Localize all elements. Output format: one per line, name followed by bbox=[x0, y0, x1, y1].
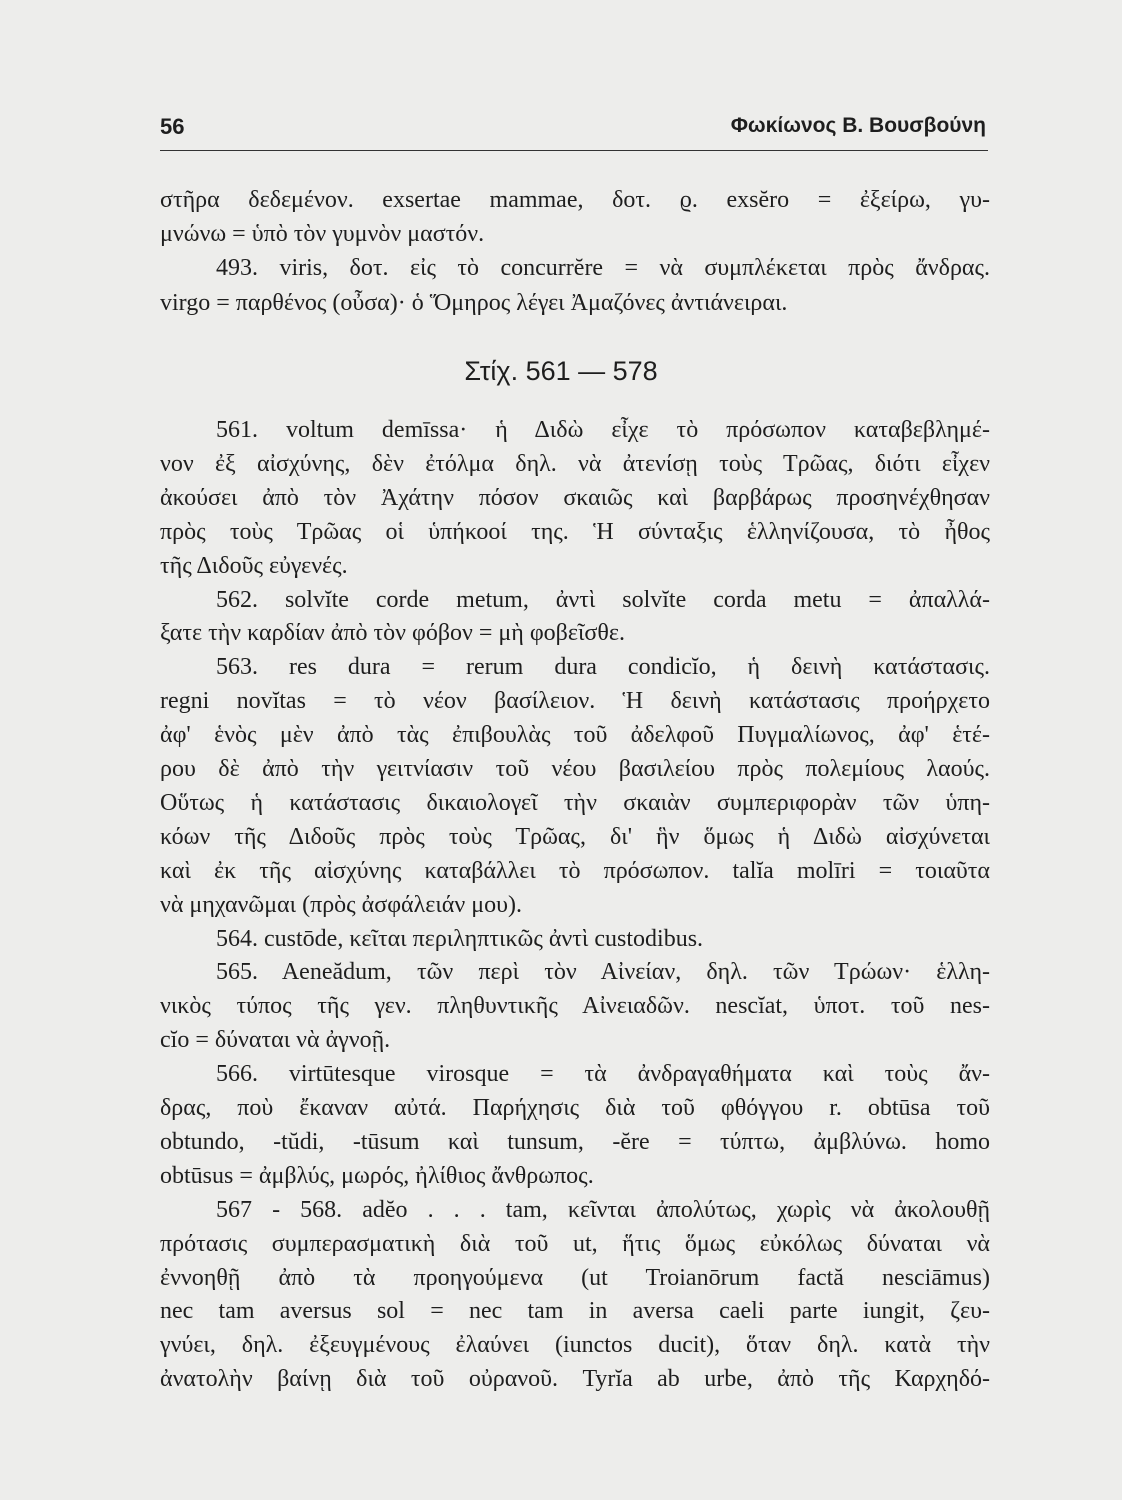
text-line: 564. custōde, κεῖται περιληπτικῶς ἀντὶ custodibus. bbox=[216, 925, 704, 952]
text-line: 563. res dura = rerum dura condicĭo, ἡ δεινὴ κατάστασις. bbox=[216, 654, 990, 681]
text-line: νὰ μηχανῶμαι (πρὸς ἀσφάλειάν μου). bbox=[160, 891, 522, 918]
text-line: 566. virtūtesque virosque = τὰ ἀνδραγαθήματα καὶ τοὺς ἄν- bbox=[216, 1061, 990, 1088]
text-line: 565. Aeneădum, τῶν περὶ τὸν Αἰνείαν, δηλ. τῶν Τρώων· ἑλλη- bbox=[216, 959, 990, 986]
text-line: νικὸς τύπος τῆς γεν. πληθυντικῆς Αἰνειαδῶν. nescĭat, ὑποτ. τοῦ nes- bbox=[160, 993, 990, 1020]
text-line: ξατε τὴν καρδίαν ἀπὸ τὸν φόβον = μὴ φοβεῖσθε. bbox=[160, 620, 625, 647]
text-line: 562. solvĭte corde metum, ἀντὶ solvĭte corda metu = ἀπαλλά- bbox=[216, 586, 990, 613]
text-line: πρὸς τοὺς Τρῶας οἱ ὑπήκοοί της. Ἡ σύνταξις ἑλληνίζουσα, τὸ ἦθος bbox=[160, 518, 990, 545]
text-line: καὶ ἐκ τῆς αἰσχύνης καταβάλλει τὸ πρόσωπον. talĭa molīri = τοιαῦτα bbox=[160, 857, 990, 884]
text-line: νον ἐξ αἰσχύνης, δὲν ἐτόλμα δηλ. νὰ ἀτενίσῃ τοὺς Τρῶας, διότι εἶχεν bbox=[160, 450, 990, 477]
text-line: 493. viris, δοτ. εἰς τὸ concurrĕre = νὰ συμπλέκεται πρὸς ἄνδρας. bbox=[216, 255, 990, 282]
text-line: Οὕτως ἡ κατάστασις δικαιολογεῖ τὴν σκαιὰν συμπεριφορὰν τῶν ὑπη- bbox=[160, 789, 990, 816]
text-line: 561. voltum demīssa· ἡ Διδὼ εἶχε τὸ πρόσωπον καταβεβλημέ- bbox=[216, 417, 990, 443]
text-line: πρότασις συμπερασματικὴ διὰ τοῦ ut, ἥτις ὅμως εὐκόλως δύναται νὰ bbox=[160, 1230, 990, 1257]
text-line: ἀφ' ἑνὸς μὲν ἀπὸ τὰς ἐπιβουλὰς τοῦ ἀδελφοῦ Πυγμαλίωνος, ἀφ' ἑτέ- bbox=[160, 722, 990, 749]
text-line: ἀνατολὴν βαίνῃ διὰ τοῦ οὐρανοῦ. Tyrĭa ab urbe, ἀπὸ τῆς Καρχηδό- bbox=[160, 1366, 990, 1393]
header-rule bbox=[160, 150, 988, 151]
text-line: obtundo, -tŭdi, -tūsum καὶ tunsum, -ĕre = τύπτω, ἀμβλύνω. homo bbox=[160, 1128, 990, 1155]
text-line: στῆρα δεδεμένον. exsertae mammae, δοτ. ϱ. exsĕro = ἐξείρω, γυ- bbox=[160, 187, 990, 213]
text-line: obtūsus = ἀμβλύς, μωρός, ἠλίθιος ἄνθρωπος. bbox=[160, 1162, 594, 1189]
section-heading: Στίχ. 561 — 578 bbox=[464, 356, 658, 386]
text-line: ἐννοηθῇ ἀπὸ τὰ προηγούμενα (ut Troianōrum factă nesciāmus) bbox=[160, 1264, 990, 1291]
page-number: 56 bbox=[160, 114, 185, 139]
text-line: γνύει, δηλ. ἐξευγμένους ἐλαύνει (iunctos ducit), ὅταν δηλ. κατὰ τὴν bbox=[160, 1332, 990, 1359]
text-line: 567 - 568. adĕo . . . tam, κεῖνται ἀπολύτως, χωρὶς νὰ ἀκολουθῇ bbox=[216, 1196, 990, 1223]
text-line: ἀκούσει ἀπὸ τὸν Ἀχάτην πόσον σκαιῶς καὶ βαρβάρως προσηνέχθησαν bbox=[160, 484, 990, 511]
text-line: cĭo = δύναται νὰ ἀγνοῇ. bbox=[160, 1027, 391, 1054]
text-line: regni novĭtas = τὸ νέον βασίλειον. Ἡ δεινὴ κατάστασις προήρχετο bbox=[160, 688, 990, 715]
text-line: μνώνω = ὑπὸ τὸν γυμνὸν μαστόν. bbox=[160, 221, 485, 248]
text-line: virgo = παρθένος (οὖσα)· ὁ Ὅμηρος λέγει Ἀμαζόνες ἀντιάνειραι. bbox=[160, 289, 788, 316]
text-line: nec tam aversus sol = nec tam in aversa caeli parte iungit, ζευ- bbox=[160, 1298, 990, 1325]
text-line: ρου δὲ ἀπὸ τὴν γειτνίασιν τοῦ νέου βασιλείου πρὸς πολεμίους λαούς. bbox=[160, 756, 990, 782]
text-line: τῆς Διδοῦς εὐγενές. bbox=[160, 552, 348, 579]
text-line: δρας, ποὺ ἔκαναν αὐτά. Παρήχησις διὰ τοῦ φθόγγου r. obtūsa τοῦ bbox=[160, 1095, 990, 1121]
text-line: κόων τῆς Διδοῦς πρὸς τοὺς Τρῶας, δι' ἣν ὅμως ἡ Διδὼ αἰσχύνεται bbox=[160, 823, 990, 850]
running-head: Φωκίωνος Β. Βουσβούνη bbox=[730, 114, 986, 137]
